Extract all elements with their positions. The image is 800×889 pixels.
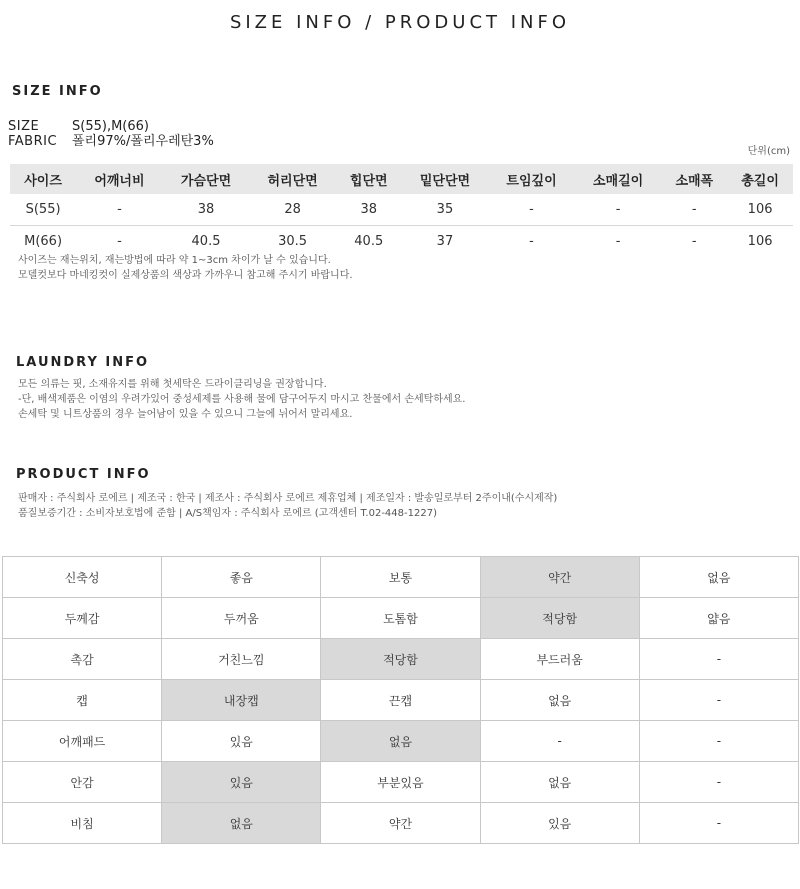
property-name: 캡: [3, 680, 162, 721]
property-option: 부드러움: [480, 639, 639, 680]
size-cell: -: [488, 194, 575, 226]
size-row: [8, 119, 214, 134]
size-cell: -: [661, 194, 727, 226]
laundry-info-heading: LAUNDRY INFO: [16, 355, 150, 370]
property-row: [3, 557, 799, 598]
size-table: [10, 164, 793, 257]
property-option: -: [639, 762, 798, 803]
size-column-header: 사이즈: [10, 164, 76, 194]
property-name: 비침: [3, 803, 162, 844]
property-name: 어깨패드: [3, 721, 162, 762]
property-row: [3, 803, 799, 844]
size-table-header: [10, 164, 793, 194]
laundry-line: -단, 배색제품은 이염의 우려가있어 중성세제를 사용해 물에 담구어두지 마시고 찬물에서 손세탁하세요.: [18, 394, 466, 405]
size-cell: -: [615, 234, 621, 249]
unit-label: 단위(cm): [747, 146, 790, 157]
property-option: 없음: [480, 680, 639, 721]
property-option: 거친느낌: [162, 639, 321, 680]
property-option: 부분있음: [321, 762, 480, 803]
size-cell: 40.5: [191, 234, 221, 249]
size-cell: -: [529, 234, 534, 249]
size-column-header: 어깨너비: [76, 164, 163, 194]
laundry-text: [18, 377, 465, 422]
product-line: 품질보증기간 : 소비자보호법에 준함 | A/S책임자 : 주식회사 로에르 (고객센터 T.02-448-1227): [18, 508, 437, 519]
size-cell: -: [117, 234, 122, 249]
size-cell: 35: [402, 194, 489, 226]
spec-block: [8, 119, 214, 149]
size-column-header: 밑단단면: [402, 164, 489, 194]
size-column-header: 허리단면: [249, 164, 336, 194]
size-cell: -: [575, 194, 662, 226]
size-label: SIZE: [8, 119, 40, 134]
property-name: 촉감: [3, 639, 162, 680]
property-option: 약간: [480, 557, 639, 598]
property-option: 있음: [162, 762, 321, 803]
size-info-heading: SIZE INFO: [12, 84, 103, 99]
property-option: 적당함: [321, 639, 480, 680]
property-name: 신축성: [3, 557, 162, 598]
size-row: [10, 194, 793, 226]
size-cell: M(66): [24, 234, 63, 249]
size-column-header: 소매폭: [661, 164, 727, 194]
size-cell: 38: [336, 194, 402, 226]
size-column-header: 트임깊이: [488, 164, 575, 194]
property-option: 없음: [639, 557, 798, 598]
size-value: S(55),M(66): [72, 119, 149, 134]
product-property-table: [2, 556, 799, 844]
size-column-header: 힙단면: [336, 164, 402, 194]
property-option: -: [639, 803, 798, 844]
size-cell: S(55): [10, 194, 76, 226]
size-cell: -: [76, 194, 163, 226]
property-option: 없음: [480, 762, 639, 803]
property-option: 얇음: [639, 598, 798, 639]
property-option: 보통: [321, 557, 480, 598]
property-option: 두꺼움: [162, 598, 321, 639]
size-cell: 30.5: [278, 234, 308, 249]
product-line: 판매자 : 주식회사 로에르 | 제조국 : 한국 | 제조사 : 주식회사 로에르 제휴업체 | 제조일자 : 발송일로부터 2주이내(수시제작): [18, 493, 558, 504]
fabric-value: 폴리97%/폴리우레탄3%: [72, 134, 214, 149]
size-cell: 38: [163, 194, 250, 226]
size-cell: 40.5: [354, 234, 384, 249]
property-row: [3, 639, 799, 680]
size-column-header: 총길이: [727, 164, 793, 194]
property-name: 두께감: [3, 598, 162, 639]
size-column-header: 가슴단면: [163, 164, 250, 194]
size-notes: [18, 253, 353, 283]
laundry-line: 모든 의류는 핏, 소재유지를 위해 첫세탁은 드라이클리닝을 권장합니다.: [18, 379, 327, 390]
property-row: [3, 680, 799, 721]
property-option: 있음: [162, 721, 321, 762]
property-option: -: [480, 721, 639, 762]
property-option: -: [639, 639, 798, 680]
property-option: 내장캡: [162, 680, 321, 721]
property-name: 안감: [3, 762, 162, 803]
fabric-label: FABRIC: [8, 134, 58, 149]
property-row: [3, 721, 799, 762]
property-option: -: [639, 721, 798, 762]
size-cell: 37: [436, 234, 454, 249]
property-option: 적당함: [480, 598, 639, 639]
property-row: [3, 762, 799, 803]
size-cell: 106: [727, 194, 793, 226]
property-option: 없음: [162, 803, 321, 844]
size-note: 사이즈는 재는위치, 재는방법에 따라 약 1~3cm 차이가 날 수 있습니다.: [18, 255, 331, 266]
size-column-header: 소매길이: [575, 164, 662, 194]
page-title: SIZE INFO / PRODUCT INFO: [229, 12, 571, 33]
size-cell: 106: [747, 234, 773, 249]
property-option: 좋음: [162, 557, 321, 598]
property-option: 없음: [321, 721, 480, 762]
product-text: [18, 491, 557, 521]
property-option: 있음: [480, 803, 639, 844]
property-option: 도톰함: [321, 598, 480, 639]
size-cell: 28: [249, 194, 336, 226]
property-option: 끈캡: [321, 680, 480, 721]
property-option: -: [639, 680, 798, 721]
size-note: 모델컷보다 마네킹컷이 실제상품의 색상과 가까우니 참고해 주시기 바랍니다.: [18, 270, 353, 281]
property-row: [3, 598, 799, 639]
laundry-line: 손세탁 및 니트상품의 경우 늘어남이 있을 수 있으니 그늘에 뉘어서 말리세요.: [18, 409, 353, 420]
fabric-row: [8, 134, 214, 149]
property-option: 약간: [321, 803, 480, 844]
product-info-heading: PRODUCT INFO: [16, 467, 151, 482]
size-cell: -: [691, 234, 697, 249]
